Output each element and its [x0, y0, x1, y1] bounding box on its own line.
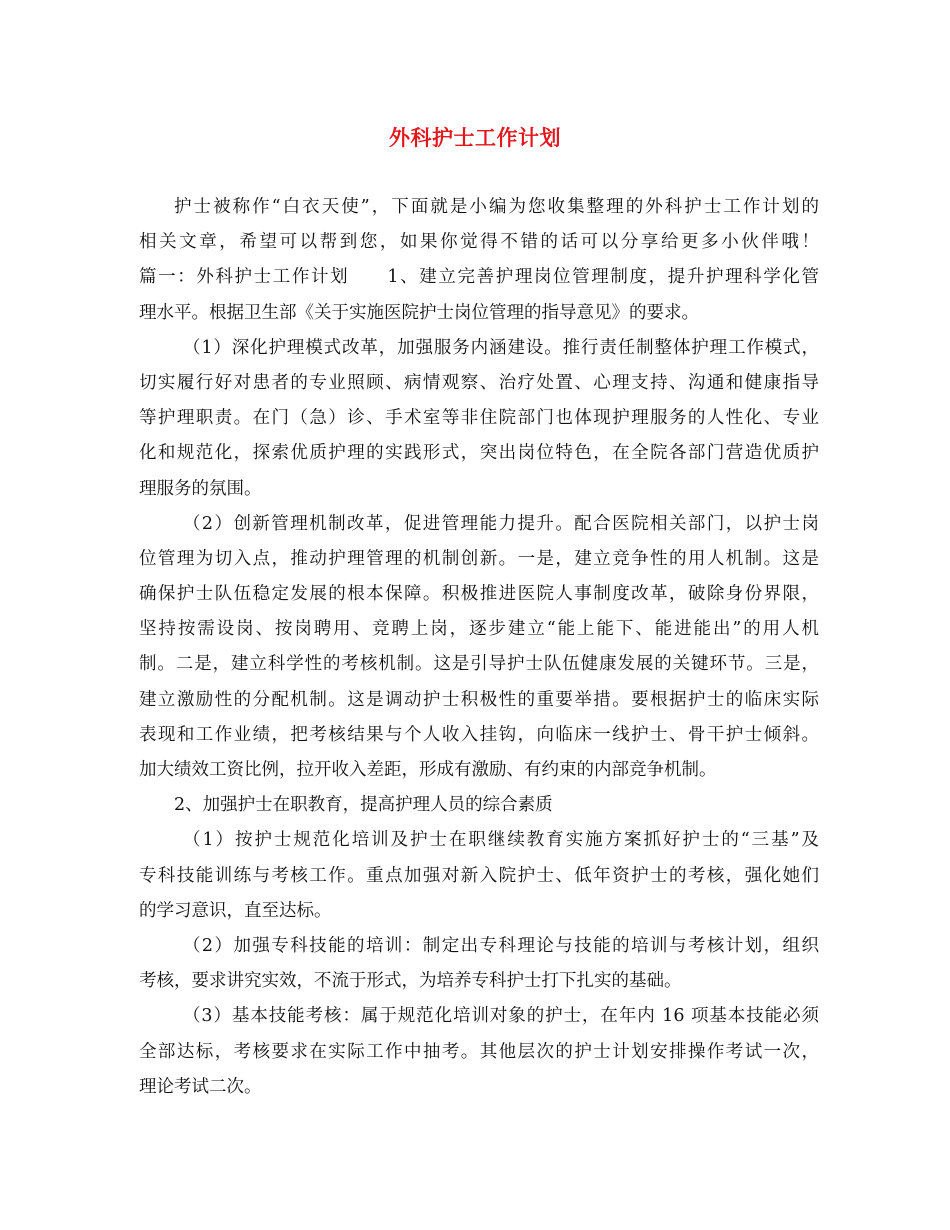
paragraph-line: 建立激励性的分配机制。这是调动护士积极性的重要举措。要根据护士的临床实际 [139, 689, 819, 710]
paragraph-line: （2）创新管理机制改革，促进管理能力提升。配合医院相关部门，以护士岗 [183, 513, 819, 534]
paragraph-line: 篇一：外科护士工作计划 1、建立完善护理岗位管理制度，提升护理科学化管 [139, 267, 819, 288]
paragraph-line: 确保护士队伍稳定发展的根本保障。积极推进医院人事制度改革，破除身份界限， [139, 584, 819, 605]
paragraph-line: 等护理职责。在门（急）诊、手术室等非住院部门也体现护理服务的人性化、专业 [139, 408, 819, 429]
paragraph-line: 相关文章，希望可以帮到您，如果你觉得不错的话可以分享给更多小伙伴哦！ [139, 232, 819, 253]
paragraph-line: 加大绩效工资比例，拉开收入差距，形成有激励、有约束的内部竞争机制。 [139, 760, 717, 780]
paragraph-line: 化和规范化，探索优质护理的实践形式，突出岗位特色，在全院各部门营造优质护 [139, 443, 819, 464]
paragraph-line: 考核，要求讲究实效，不流于形式，为培养专科护士打下扎实的基础。 [139, 971, 682, 992]
paragraph-line: 的学习意识，直至达标。 [139, 900, 332, 921]
paragraph-line: 位管理为切入点，推动护理管理的机制创新。一是，建立竞争性的用人机制。这是 [139, 548, 819, 569]
paragraph-line: （1）深化护理模式改革，加强服务内涵建设。推行责任制整体护理工作模式， [183, 337, 819, 358]
paragraph-line: 表现和工作业绩，把考核结果与个人收入挂钩，向临床一线护士、骨干护士倾斜。 [139, 724, 819, 745]
paragraph-line: 理论考试二次。 [139, 1076, 262, 1097]
paragraph-line: 理服务的氛围。 [139, 478, 262, 499]
paragraph-line: 全部达标，考核要求在实际工作中抽考。其他层次的护士计划安排操作考试一次， [139, 1041, 819, 1062]
paragraph-line: 护士被称作“白衣天使”，下面就是小编为您收集整理的外科护士工作计划的 [174, 197, 819, 217]
paragraph-line: 专科技能训练与考核工作。重点加强对新入院护士、低年资护士的考核，强化她们 [139, 865, 819, 886]
paragraph-line: （3）基本技能考核：属于规范化培训对象的护士，在年内 16 项基本技能必须 [183, 1006, 819, 1027]
section-heading: 2、加强护士在职教育，提高护理人员的综合素质 [174, 795, 553, 816]
paragraph-line: （1）按护士规范化培训及护士在职继续教育实施方案抓好护士的“三基”及 [183, 830, 819, 851]
paragraph-line: 坚持按需设岗、按岗聘用、竞聘上岗，逐步建立“能上能下、能进能出”的用人机 [139, 619, 819, 640]
document-body [139, 190, 819, 1105]
paragraph-line: 制。二是，建立科学性的考核机制。这是引导护士队伍健康发展的关键环节。三是， [139, 654, 819, 675]
paragraph-line: 切实履行好对患者的专业照顾、病情观察、治疗处置、心理支持、沟通和健康指导 [139, 372, 819, 393]
document-title: 外科护士工作计划 [389, 125, 561, 150]
paragraph-line: （2）加强专科技能的培训：制定出专科理论与技能的培训与考核计划，组织 [183, 935, 819, 956]
paragraph-line: 理水平。根据卫生部《关于实施医院护士岗位管理的指导意见》的要求。 [139, 302, 699, 323]
